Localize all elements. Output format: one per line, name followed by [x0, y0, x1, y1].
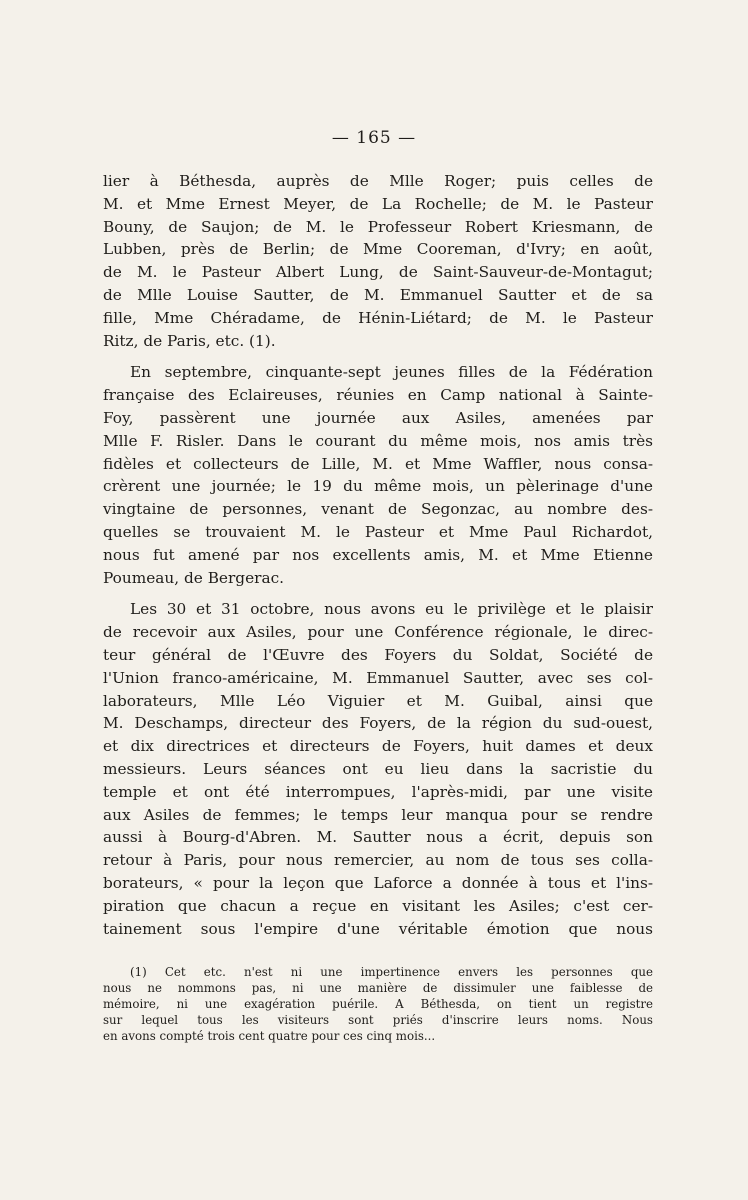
- page-number: — 165 —: [331, 128, 417, 148]
- text-line: et dix directrices et directeurs de Foyers, huit dames et deux: [103, 737, 653, 756]
- text-line: Bouny, de Saujon; de M. le Professeur Robert Kriesmann, de: [103, 217, 653, 236]
- text-line: l'Union franco-américaine, M. Emmanuel Sautter, avec ses col-: [103, 668, 653, 687]
- text-line: fidèles et collecteurs de Lille, M. et Mme Waffler, nous consa-: [103, 454, 653, 473]
- text-line: laborateurs, Mlle Léo Viguier et M. Guibal, ainsi que: [103, 691, 653, 710]
- text-line: En septembre, cinquante-sept jeunes filles de la Fédération: [130, 363, 653, 382]
- text-line: de Mlle Louise Sautter, de M. Emmanuel Sautter et de sa: [103, 285, 653, 304]
- text-line: lier à Béthesda, auprès de Mlle Roger; puis celles de: [103, 172, 653, 190]
- text-line: aussi à Bourg-d'Abren. M. Sautter nous a écrit, depuis son: [103, 828, 653, 847]
- text-line: Lubben, près de Berlin; de Mme Cooreman, d'Ivry; en août,: [103, 240, 653, 259]
- footnote-line: (1) Cet etc. n'est ni une impertinence envers les personnes que: [130, 965, 653, 979]
- text-line: nous fut amené par nos excellents amis, M. et Mme Etienne: [103, 545, 653, 564]
- footnote-line: nous ne nommons pas, ni une manière de dissimuler une faiblesse de: [103, 981, 653, 995]
- text-line: Ritz, de Paris, etc. (1).: [103, 331, 276, 350]
- text-line: piration que chacun a reçue en visitant les Asiles; c'est cer-: [103, 896, 653, 915]
- text-line: Les 30 et 31 octobre, nous avons eu le privilège et le plaisir: [130, 600, 653, 619]
- text-line: M. et Mme Ernest Meyer, de La Rochelle; de M. le Pasteur: [103, 194, 653, 213]
- text-line: fille, Mme Chéradame, de Hénin-Liétard; de M. le Pasteur: [103, 308, 653, 327]
- footnote-line: mémoire, ni une exagération puérile. A Béthesda, on tient un registre: [103, 997, 653, 1011]
- text-line: Foy, passèrent une journée aux Asiles, amenées par: [103, 408, 653, 427]
- text-line: de M. le Pasteur Albert Lung, de Saint-Sauveur-de-Montagut;: [103, 263, 653, 282]
- footnote: [103, 964, 653, 1044]
- footnote-line: sur lequel tous les visiteurs sont priés d'inscrire leurs noms. Nous: [103, 1013, 653, 1027]
- text-line: teur général de l'Œuvre des Foyers du Soldat, Société de: [103, 645, 653, 664]
- text-line: borateurs, « pour la leçon que Laforce a donnée à tous et l'ins-: [103, 873, 653, 892]
- text-line: crèrent une journée; le 19 du même mois, un pèlerinage d'une: [103, 477, 653, 496]
- text-line: vingtaine de personnes, venant de Segonzac, au nombre des-: [103, 500, 653, 519]
- body-text: [103, 170, 653, 940]
- text-line: aux Asiles de femmes; le temps leur manqua pour se rendre: [103, 805, 653, 824]
- text-line: Poumeau, de Bergerac.: [103, 568, 285, 587]
- text-line: de recevoir aux Asiles, pour une Conférence régionale, le direc-: [103, 623, 653, 642]
- text-line: française des Eclaireuses, réunies en Camp national à Sainte-: [103, 386, 653, 405]
- text-line: tainement sous l'empire d'une véritable émotion que nous: [103, 919, 653, 938]
- text-line: retour à Paris, pour nous remercier, au nom de tous ses colla-: [103, 851, 653, 870]
- text-line: temple et ont été interrompues, l'après-midi, par une visite: [103, 782, 653, 801]
- footnote-line: en avons compté trois cent quatre pour ces cinq mois...: [103, 1029, 436, 1043]
- text-line: Mlle F. Risler. Dans le courant du même mois, nos amis très: [103, 431, 653, 450]
- text-line: quelles se trouvaient M. le Pasteur et Mme Paul Richardot,: [103, 522, 653, 541]
- text-line: M. Deschamps, directeur des Foyers, de la région du sud-ouest,: [103, 714, 653, 733]
- text-line: messieurs. Leurs séances ont eu lieu dans la sacristie du: [103, 759, 653, 778]
